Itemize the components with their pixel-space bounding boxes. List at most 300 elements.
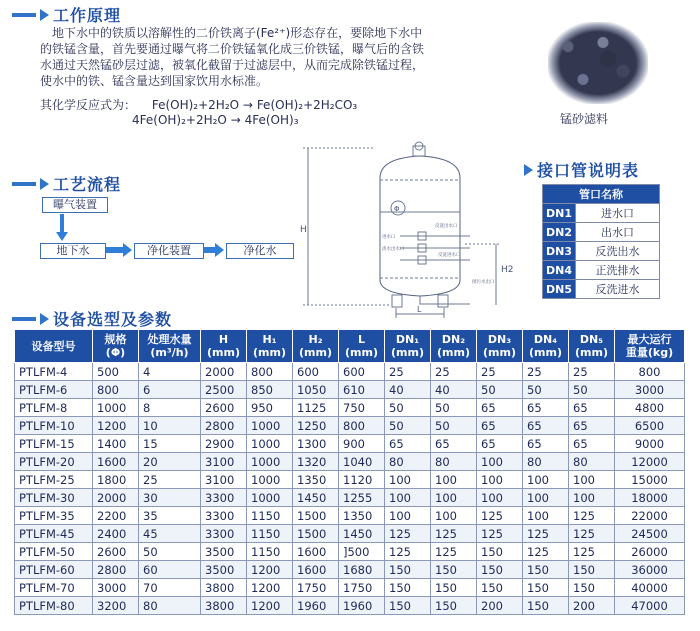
value-cell: 3000 xyxy=(615,381,685,399)
value-cell: 1350 xyxy=(293,471,339,489)
value-cell: 3500 xyxy=(201,543,247,561)
value-cell: 6 xyxy=(139,381,201,399)
value-cell: 3100 xyxy=(201,471,247,489)
value-cell: 150 xyxy=(431,597,477,615)
tank-leg-left xyxy=(392,295,402,307)
formula2-right: 4Fe(OH)₃ xyxy=(244,113,299,127)
model-cell: PTLFM-4 xyxy=(15,363,93,381)
value-cell: 100 xyxy=(431,507,477,525)
column-header xyxy=(247,330,293,363)
value-cell: 125 xyxy=(431,525,477,543)
port-code: DN4 xyxy=(543,261,576,280)
value-cell: 2800 xyxy=(201,417,247,435)
principle-line: 的铁锰含量，首先要通过曝气将二价铁锰氧化成三价铁锰，曝气后的含铁 xyxy=(40,42,425,56)
heading-triangle-icon xyxy=(40,9,49,21)
value-cell: 3000 xyxy=(93,579,139,597)
table-row xyxy=(543,223,660,242)
column-header-unit: (Φ) xyxy=(105,346,126,359)
heading-triangle-icon xyxy=(524,164,533,176)
value-cell: 15000 xyxy=(615,471,685,489)
value-cell: 25 xyxy=(477,363,523,381)
value-cell: 125 xyxy=(385,525,431,543)
value-cell: 1300 xyxy=(293,435,339,453)
formula-row-1 xyxy=(40,96,357,113)
ports-title: 接口管说明表 xyxy=(537,161,640,180)
value-cell: 100 xyxy=(477,471,523,489)
value-cell: 2800 xyxy=(93,561,139,579)
value-cell: 125 xyxy=(477,525,523,543)
value-cell: 1120 xyxy=(339,471,385,489)
value-cell: 100 xyxy=(385,471,431,489)
column-header-line: L xyxy=(357,333,365,346)
model-cell: PTLFM-15 xyxy=(15,435,93,453)
annotation-inlet: 进水口 xyxy=(382,235,396,240)
formula1-right: Fe(OH)₂+2H₂CO₃ xyxy=(256,98,358,112)
value-cell: 25 xyxy=(139,471,201,489)
model-cell: PTLFM-80 xyxy=(15,597,93,615)
value-cell: 50 xyxy=(385,417,431,435)
value-cell: 50 xyxy=(431,417,477,435)
tank-diagram xyxy=(300,140,528,318)
value-cell: 150 xyxy=(523,579,569,597)
manhole-label: Φ xyxy=(394,205,400,213)
value-cell: 65 xyxy=(523,435,569,453)
column-header xyxy=(569,330,615,363)
column-header-line: 规格 xyxy=(104,333,127,346)
value-cell: 10 xyxy=(139,417,201,435)
table-row xyxy=(543,204,660,223)
value-cell: 26000 xyxy=(615,543,685,561)
value-cell: 100 xyxy=(569,489,615,507)
value-cell: 150 xyxy=(569,579,615,597)
value-cell: 2000 xyxy=(93,489,139,507)
value-cell: 150 xyxy=(477,543,523,561)
value-cell: 1320 xyxy=(293,453,339,471)
column-header xyxy=(293,330,339,363)
value-cell: 20 xyxy=(139,453,201,471)
value-cell: 1680 xyxy=(339,561,385,579)
value-cell: 1000 xyxy=(247,435,293,453)
value-cell: 1000 xyxy=(247,453,293,471)
port-name: 出水口 xyxy=(576,223,660,242)
value-cell: 1000 xyxy=(247,489,293,507)
value-cell: 50 xyxy=(431,399,477,417)
value-cell: 150 xyxy=(523,561,569,579)
table-row xyxy=(15,507,685,525)
value-cell: 3800 xyxy=(201,597,247,615)
flow-step-groundwater: 地下水 xyxy=(40,243,106,259)
reaction-arrow-icon: → xyxy=(242,98,253,112)
manganese-sand-image xyxy=(548,22,648,104)
value-cell: 2600 xyxy=(93,543,139,561)
value-cell: 125 xyxy=(523,543,569,561)
column-header xyxy=(615,330,685,363)
formula1-left: Fe(OH)₂+2H₂O xyxy=(151,98,240,112)
value-cell: 4 xyxy=(139,363,201,381)
column-header xyxy=(477,330,523,363)
model-cell: PTLFM-20 xyxy=(15,453,93,471)
value-cell: 80 xyxy=(385,453,431,471)
column-header xyxy=(201,330,247,363)
value-cell: 150 xyxy=(477,561,523,579)
value-cell: 1750 xyxy=(293,579,339,597)
value-cell: 610 xyxy=(339,381,385,399)
value-cell: 950 xyxy=(247,399,293,417)
value-cell: 2200 xyxy=(93,507,139,525)
value-cell: 1450 xyxy=(293,489,339,507)
value-cell: 4800 xyxy=(615,399,685,417)
value-cell: 25 xyxy=(523,363,569,381)
column-header-unit: (mm) xyxy=(253,346,286,359)
value-cell: 1255 xyxy=(339,489,385,507)
value-cell: 22000 xyxy=(615,507,685,525)
model-cell: PTLFM-6 xyxy=(15,381,93,399)
value-cell: 150 xyxy=(385,579,431,597)
formula-row-2 xyxy=(132,113,299,127)
model-cell: PTLFM-35 xyxy=(15,507,93,525)
heading-triangle-icon xyxy=(40,178,49,190)
flow-arrow-down xyxy=(60,214,64,234)
heading-bar xyxy=(12,13,36,17)
value-cell: 3200 xyxy=(93,597,139,615)
principle-heading xyxy=(12,3,121,26)
value-cell: 50 xyxy=(569,381,615,399)
value-cell: 800 xyxy=(93,381,139,399)
value-cell: 100 xyxy=(523,507,569,525)
value-cell: 40000 xyxy=(615,579,685,597)
value-cell: 25 xyxy=(431,363,477,381)
value-cell: 1500 xyxy=(293,525,339,543)
spec-table xyxy=(14,329,685,615)
value-cell: 1250 xyxy=(293,417,339,435)
value-cell: 1125 xyxy=(293,399,339,417)
value-cell: 1150 xyxy=(247,543,293,561)
value-cell: 45 xyxy=(139,525,201,543)
value-cell: 125 xyxy=(431,543,477,561)
table-row xyxy=(543,280,660,299)
value-cell: 1500 xyxy=(293,507,339,525)
value-cell: 1960 xyxy=(339,597,385,615)
table-row xyxy=(543,261,660,280)
value-cell: ]500 xyxy=(339,543,385,561)
column-header-unit: 重量(kg) xyxy=(625,346,674,359)
value-cell: 1450 xyxy=(339,525,385,543)
value-cell: 125 xyxy=(385,543,431,561)
column-header xyxy=(93,330,139,363)
model-cell: PTLFM-70 xyxy=(15,579,93,597)
port-code: DN2 xyxy=(543,223,576,242)
value-cell: 150 xyxy=(385,597,431,615)
value-cell: 65 xyxy=(569,417,615,435)
column-header-unit: (mm) xyxy=(299,346,332,359)
annotation-drain: 排污水出口 xyxy=(472,280,495,285)
value-cell: 800 xyxy=(615,363,685,381)
value-cell: 2600 xyxy=(201,399,247,417)
value-cell: 80 xyxy=(569,453,615,471)
model-cell: PTLFM-25 xyxy=(15,471,93,489)
value-cell: 150 xyxy=(569,561,615,579)
flow-step-purifier: 净化装置 xyxy=(134,243,204,259)
value-cell: 80 xyxy=(523,453,569,471)
value-cell: 1000 xyxy=(247,417,293,435)
value-cell: 100 xyxy=(523,471,569,489)
value-cell: 100 xyxy=(523,489,569,507)
value-cell: 800 xyxy=(339,417,385,435)
principle-title: 工作原理 xyxy=(53,6,122,25)
drain-pipe xyxy=(420,296,470,304)
column-header-line: H₁ xyxy=(262,333,277,346)
value-cell: 2400 xyxy=(93,525,139,543)
value-cell: 65 xyxy=(477,417,523,435)
value-cell: 3500 xyxy=(201,561,247,579)
value-cell: 3800 xyxy=(201,579,247,597)
value-cell: 125 xyxy=(477,507,523,525)
port-name: 进水口 xyxy=(576,204,660,223)
value-cell: 1600 xyxy=(93,453,139,471)
value-cell: 3300 xyxy=(201,489,247,507)
value-cell: 50 xyxy=(477,381,523,399)
value-cell: 8 xyxy=(139,399,201,417)
value-cell: 3300 xyxy=(201,507,247,525)
value-cell: 1400 xyxy=(93,435,139,453)
value-cell: 65 xyxy=(523,417,569,435)
value-cell: 65 xyxy=(477,399,523,417)
ports-header: 管口名称 xyxy=(543,185,660,204)
value-cell: 150 xyxy=(431,579,477,597)
value-cell: 125 xyxy=(523,525,569,543)
reaction-arrow-icon: → xyxy=(230,113,241,127)
value-cell: 36000 xyxy=(615,561,685,579)
value-cell: 125 xyxy=(569,525,615,543)
column-header-unit: (mm) xyxy=(483,346,516,359)
value-cell: 125 xyxy=(569,507,615,525)
value-cell: 1000 xyxy=(247,471,293,489)
model-cell: PTLFM-45 xyxy=(15,525,93,543)
value-cell: 1040 xyxy=(339,453,385,471)
value-cell: 3300 xyxy=(201,525,247,543)
value-cell: 100 xyxy=(431,489,477,507)
dim-label-h: H xyxy=(300,225,307,235)
value-cell: 50 xyxy=(523,381,569,399)
table-row xyxy=(15,525,685,543)
column-header-unit: (mm) xyxy=(529,346,562,359)
heading-triangle-icon xyxy=(40,313,49,325)
column-header-line: H xyxy=(218,333,229,346)
dim-label-h2: H2 xyxy=(501,265,514,275)
value-cell: 800 xyxy=(247,363,293,381)
column-header-line: DN₄ xyxy=(533,333,558,346)
value-cell: 65 xyxy=(569,435,615,453)
value-cell: 12000 xyxy=(615,453,685,471)
value-cell: 150 xyxy=(385,561,431,579)
ports-heading xyxy=(524,158,639,181)
column-header-unit: (mm) xyxy=(207,346,240,359)
table-row xyxy=(543,242,660,261)
port-code: DN1 xyxy=(543,204,576,223)
table-row xyxy=(15,417,685,435)
flow-step-clean-water: 净化水 xyxy=(226,243,294,259)
model-cell: PTLFM-8 xyxy=(15,399,93,417)
value-cell: 200 xyxy=(569,597,615,615)
value-cell: 750 xyxy=(339,399,385,417)
spec-heading xyxy=(12,307,172,330)
table-row xyxy=(15,399,685,417)
principle-line: 使水中的铁、锰含量达到国家饮用水标准。 xyxy=(40,74,269,88)
process-heading xyxy=(12,172,121,195)
value-cell: 1350 xyxy=(339,507,385,525)
column-header xyxy=(139,330,201,363)
value-cell: 1150 xyxy=(247,507,293,525)
principle-line: 地下水中的铁质以溶解性的二价铁离子(Fe²⁺)形态存在，要除地下水中 xyxy=(52,26,423,40)
tank-leg-right xyxy=(438,295,448,307)
image-caption: 锰砂滤料 xyxy=(560,112,609,126)
flow-arrowhead-right-icon xyxy=(215,243,224,257)
table-row xyxy=(15,597,685,615)
column-header-line: DN₅ xyxy=(579,333,604,346)
value-cell: 6500 xyxy=(615,417,685,435)
table-row xyxy=(15,453,685,471)
ports-table xyxy=(542,184,660,299)
process-title: 工艺流程 xyxy=(53,175,122,194)
value-cell: 18000 xyxy=(615,489,685,507)
value-cell: 25 xyxy=(385,363,431,381)
value-cell: 100 xyxy=(385,489,431,507)
value-cell: 15 xyxy=(139,435,201,453)
value-cell: 900 xyxy=(339,435,385,453)
value-cell: 100 xyxy=(431,471,477,489)
value-cell: 70 xyxy=(139,579,201,597)
value-cell: 1200 xyxy=(247,579,293,597)
value-cell: 60 xyxy=(139,561,201,579)
model-cell: PTLFM-30 xyxy=(15,489,93,507)
column-header-unit: (m³/h) xyxy=(150,346,189,359)
dim-label-l: L xyxy=(417,305,422,314)
value-cell: 100 xyxy=(477,489,523,507)
principle-line: 水通过天然锰砂层过滤，被氧化截留于过滤层中，从而完成除铁锰过程， xyxy=(40,58,425,72)
value-cell: 1200 xyxy=(247,561,293,579)
column-header-unit: (mm) xyxy=(575,346,608,359)
value-cell: 500 xyxy=(93,363,139,381)
value-cell: 1960 xyxy=(293,597,339,615)
value-cell: 1600 xyxy=(293,543,339,561)
column-header-line: DN₂ xyxy=(441,333,466,346)
column-header-line: 设备型号 xyxy=(31,339,76,353)
value-cell: 3100 xyxy=(201,453,247,471)
value-cell: 200 xyxy=(477,597,523,615)
value-cell: 1600 xyxy=(293,561,339,579)
value-cell: 125 xyxy=(569,543,615,561)
value-cell: 40 xyxy=(431,381,477,399)
value-cell: 1050 xyxy=(293,381,339,399)
heading-bar xyxy=(12,182,36,186)
model-cell: PTLFM-60 xyxy=(15,561,93,579)
value-cell: 40 xyxy=(385,381,431,399)
column-header-unit: (mm) xyxy=(391,346,424,359)
value-cell: 80 xyxy=(139,597,201,615)
principle-text xyxy=(40,25,480,89)
value-cell: 100 xyxy=(569,471,615,489)
annotation-clean-out: 清水出水口 xyxy=(382,247,405,252)
value-cell: 47000 xyxy=(615,597,685,615)
column-header xyxy=(431,330,477,363)
port-name: 反洗出水 xyxy=(576,242,660,261)
column-header-line: 处理水量 xyxy=(147,333,192,346)
value-cell: 1200 xyxy=(247,597,293,615)
value-cell: 1000 xyxy=(93,399,139,417)
table-row xyxy=(15,579,685,597)
port-code: DN3 xyxy=(543,242,576,261)
column-header-line: 最大运行 xyxy=(627,333,672,346)
model-cell: PTLFM-50 xyxy=(15,543,93,561)
spec-title: 设备选型及参数 xyxy=(53,310,173,329)
annotation-backwash-in: 反洗进水口 xyxy=(438,253,461,258)
value-cell: 150 xyxy=(477,579,523,597)
formula2-left: 4Fe(OH)₂+2H₂O xyxy=(132,113,227,127)
table-row xyxy=(15,543,685,561)
value-cell: 50 xyxy=(139,543,201,561)
flow-arrow-right xyxy=(106,247,124,253)
heading-bar xyxy=(12,317,36,321)
column-header-unit: (mm) xyxy=(437,346,470,359)
value-cell: 65 xyxy=(477,435,523,453)
port-name: 正洗排水 xyxy=(576,261,660,280)
table-row xyxy=(15,489,685,507)
column-header xyxy=(339,330,385,363)
value-cell: 1800 xyxy=(93,471,139,489)
value-cell: 24500 xyxy=(615,525,685,543)
column-header-line: DN₃ xyxy=(487,333,512,346)
column-header xyxy=(385,330,431,363)
value-cell: 30 xyxy=(139,489,201,507)
value-cell: 1150 xyxy=(247,525,293,543)
value-cell: 100 xyxy=(477,453,523,471)
flow-arrowhead-down-icon xyxy=(56,232,68,241)
value-cell: 150 xyxy=(523,597,569,615)
value-cell: 50 xyxy=(385,399,431,417)
table-row xyxy=(15,363,685,381)
value-cell: 1750 xyxy=(339,579,385,597)
value-cell: 150 xyxy=(431,561,477,579)
formula-label: 其化学反应式为： xyxy=(40,98,137,112)
value-cell: 100 xyxy=(385,507,431,525)
annotation-backwash-out: 反洗出水口 xyxy=(435,224,458,229)
value-cell: 1200 xyxy=(93,417,139,435)
table-row xyxy=(15,381,685,399)
value-cell: 65 xyxy=(569,399,615,417)
value-cell: 2500 xyxy=(201,381,247,399)
column-header-unit: (mm) xyxy=(345,346,378,359)
value-cell: 80 xyxy=(431,453,477,471)
column-header-line: DN₁ xyxy=(395,333,420,346)
value-cell: 600 xyxy=(293,363,339,381)
spec-header-row xyxy=(15,330,685,363)
model-cell: PTLFM-10 xyxy=(15,417,93,435)
port-code: DN5 xyxy=(543,280,576,299)
value-cell: 35 xyxy=(139,507,201,525)
value-cell: 65 xyxy=(385,435,431,453)
value-cell: 65 xyxy=(523,399,569,417)
value-cell: 2000 xyxy=(201,363,247,381)
value-cell: 600 xyxy=(339,363,385,381)
value-cell: 2900 xyxy=(201,435,247,453)
value-cell: 9000 xyxy=(615,435,685,453)
table-row xyxy=(15,561,685,579)
column-header-line: H₂ xyxy=(308,333,323,346)
column-header xyxy=(523,330,569,363)
table-row xyxy=(15,471,685,489)
flow-arrowhead-right-icon xyxy=(123,243,132,257)
port-name: 反洗进水 xyxy=(576,280,660,299)
